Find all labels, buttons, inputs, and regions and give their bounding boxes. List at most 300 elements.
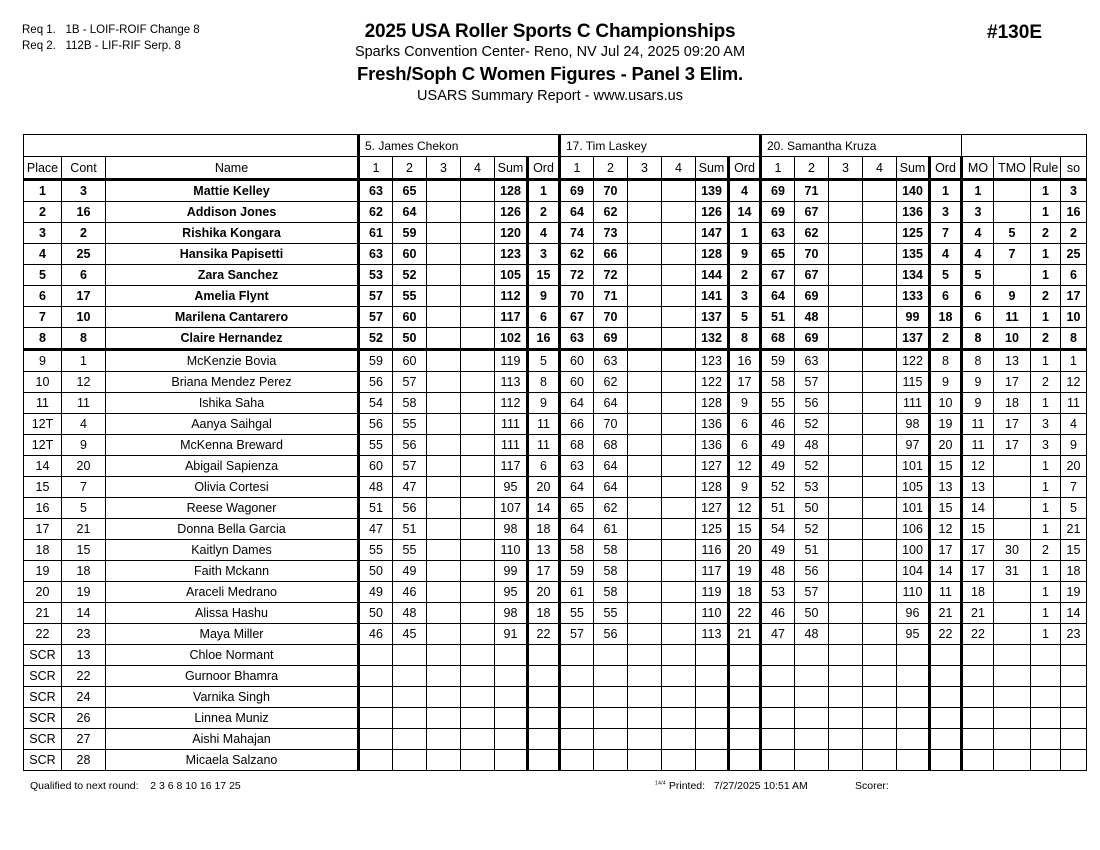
cell-j1-sum: 95	[495, 582, 528, 603]
cell-cont: 26	[62, 708, 106, 729]
cell-so: 7	[1061, 477, 1087, 498]
cell-j1-fig1: 54	[359, 393, 393, 414]
table-row[interactable]	[24, 519, 1087, 540]
cell-j3-fig2: 51	[795, 540, 829, 561]
cell-j3-fig1	[761, 645, 795, 666]
cell-place: SCR	[24, 750, 62, 771]
cell-j1-fig3	[427, 750, 461, 771]
cell-name: Alissa Hashu	[106, 603, 359, 624]
cell-j1-fig3	[427, 540, 461, 561]
cell-rule: 1	[1031, 582, 1061, 603]
cell-j3-fig3	[829, 750, 863, 771]
table-row[interactable]	[24, 498, 1087, 519]
column-header-j2-fig1: 1	[560, 157, 594, 180]
cell-j2-fig2: 70	[594, 307, 628, 328]
cell-j1-ord	[528, 666, 560, 687]
cell-name: Gurnoor Bhamra	[106, 666, 359, 687]
cell-so: 11	[1061, 393, 1087, 414]
cell-j1-ord: 9	[528, 393, 560, 414]
cell-j3-ord: 8	[930, 350, 962, 372]
cell-j3-fig1	[761, 750, 795, 771]
cell-j3-fig3	[829, 456, 863, 477]
cell-j2-ord: 14	[729, 202, 761, 223]
cell-tmo	[994, 729, 1031, 750]
cell-j3-ord: 6	[930, 286, 962, 307]
cell-j3-sum: 140	[897, 180, 930, 202]
cell-j2-fig2: 72	[594, 265, 628, 286]
cell-so: 3	[1061, 180, 1087, 202]
column-header-j2-fig2: 2	[594, 157, 628, 180]
cell-j1-fig4	[461, 519, 495, 540]
cell-cont: 24	[62, 687, 106, 708]
cell-rule	[1031, 729, 1061, 750]
cell-j1-fig3	[427, 477, 461, 498]
cell-j1-ord: 22	[528, 624, 560, 645]
table-row[interactable]	[24, 477, 1087, 498]
cell-rule: 1	[1031, 202, 1061, 223]
table-row[interactable]	[24, 350, 1087, 372]
cell-j3-sum	[897, 645, 930, 666]
cell-j2-fig3	[628, 202, 662, 223]
cell-j3-sum: 101	[897, 498, 930, 519]
venue-datetime-line: Sparks Convention Center- Reno, NV Jul 24, 2025 09:20 AM	[354, 44, 746, 60]
cell-rule: 1	[1031, 265, 1061, 286]
cell-j3-fig3	[829, 393, 863, 414]
cell-j2-fig2: 62	[594, 498, 628, 519]
cell-mo: 22	[962, 624, 994, 645]
requirement-2-label: Req 2.	[22, 40, 56, 52]
scorer-label: Scorer:	[855, 780, 889, 792]
cell-j2-ord: 9	[729, 393, 761, 414]
table-row[interactable]	[24, 180, 1087, 202]
table-row[interactable]	[24, 603, 1087, 624]
cell-j2-fig3	[628, 350, 662, 372]
cell-j2-sum: 116	[696, 540, 729, 561]
cell-j1-ord: 20	[528, 477, 560, 498]
column-header-place: Place	[24, 157, 62, 180]
cell-name: Reese Wagoner	[106, 498, 359, 519]
table-row[interactable]	[24, 708, 1087, 729]
column-header-j1-ord: Ord	[528, 157, 560, 180]
table-row[interactable]	[24, 414, 1087, 435]
cell-name: Chloe Normant	[106, 645, 359, 666]
cell-j1-fig2: 55	[393, 414, 427, 435]
cell-j1-fig4	[461, 729, 495, 750]
cell-j3-sum: 111	[897, 393, 930, 414]
cell-place: 6	[24, 286, 62, 307]
cell-j1-fig3	[427, 603, 461, 624]
event-title: Fresh/Soph C Women Figures - Panel 3 Elim.	[357, 63, 743, 84]
table-row[interactable]	[24, 729, 1087, 750]
cell-name: Addison Jones	[106, 202, 359, 223]
cell-j3-fig2: 70	[795, 244, 829, 265]
cell-name: Olivia Cortesi	[106, 477, 359, 498]
cell-rule: 1	[1031, 350, 1061, 372]
cell-j2-fig4	[662, 244, 696, 265]
cell-j3-fig3	[829, 350, 863, 372]
cell-j3-fig1: 67	[761, 265, 795, 286]
cell-rule: 2	[1031, 328, 1061, 350]
table-row[interactable]	[24, 561, 1087, 582]
cell-j3-sum: 110	[897, 582, 930, 603]
table-row[interactable]	[24, 202, 1087, 223]
cell-j3-fig3	[829, 477, 863, 498]
cell-j3-ord	[930, 729, 962, 750]
printed-info	[655, 780, 808, 792]
table-row[interactable]	[24, 645, 1087, 666]
cell-j1-sum: 112	[495, 286, 528, 307]
cell-mo: 8	[962, 350, 994, 372]
judge-header-row	[24, 135, 1087, 157]
table-row[interactable]	[24, 307, 1087, 328]
cell-j1-ord: 18	[528, 519, 560, 540]
cell-j2-sum	[696, 666, 729, 687]
cell-mo	[962, 750, 994, 771]
cell-j1-ord: 20	[528, 582, 560, 603]
column-header-j3-fig4: 4	[863, 157, 897, 180]
cell-j1-sum: 98	[495, 519, 528, 540]
cell-j1-fig1: 56	[359, 414, 393, 435]
cell-place: 7	[24, 307, 62, 328]
qualified-next-round	[30, 780, 241, 792]
cell-j2-fig2: 64	[594, 477, 628, 498]
table-row[interactable]	[24, 666, 1087, 687]
cell-j2-fig4	[662, 582, 696, 603]
table-row[interactable]	[24, 265, 1087, 286]
cell-j2-fig3	[628, 519, 662, 540]
cell-so: 2	[1061, 223, 1087, 244]
column-header-j2-ord: Ord	[729, 157, 761, 180]
cell-j2-fig3	[628, 393, 662, 414]
cell-j2-sum: 137	[696, 307, 729, 328]
cell-j1-fig2: 50	[393, 328, 427, 350]
cell-j2-ord: 18	[729, 582, 761, 603]
cell-j1-fig3	[427, 202, 461, 223]
cell-j3-ord: 20	[930, 435, 962, 456]
cell-mo: 4	[962, 223, 994, 244]
cell-j1-sum: 110	[495, 540, 528, 561]
cell-j3-fig2: 48	[795, 435, 829, 456]
cell-j2-fig4	[662, 372, 696, 393]
cell-j2-fig4	[662, 540, 696, 561]
cell-j3-ord: 3	[930, 202, 962, 223]
cell-j3-fig3	[829, 645, 863, 666]
cell-j3-fig1: 48	[761, 561, 795, 582]
cell-j3-fig4	[863, 393, 897, 414]
cell-j3-fig1: 69	[761, 180, 795, 202]
cell-j2-ord	[729, 666, 761, 687]
cell-j2-sum	[696, 750, 729, 771]
cell-so: 6	[1061, 265, 1087, 286]
cell-j3-sum: 134	[897, 265, 930, 286]
cell-j3-fig2: 53	[795, 477, 829, 498]
cell-j1-ord: 4	[528, 223, 560, 244]
cell-j1-sum: 98	[495, 603, 528, 624]
cell-mo: 17	[962, 540, 994, 561]
cell-rule: 2	[1031, 286, 1061, 307]
cell-j2-fig1: 64	[560, 519, 594, 540]
cell-cont: 8	[62, 328, 106, 350]
cell-j3-fig1: 69	[761, 202, 795, 223]
cell-place: 17	[24, 519, 62, 540]
table-row[interactable]	[24, 540, 1087, 561]
cell-j3-ord: 4	[930, 244, 962, 265]
table-row[interactable]	[24, 624, 1087, 645]
cell-j2-fig4	[662, 328, 696, 350]
cell-j1-fig1: 63	[359, 244, 393, 265]
cell-j2-fig1	[560, 708, 594, 729]
table-row[interactable]	[24, 372, 1087, 393]
cell-j3-fig3	[829, 244, 863, 265]
cell-j3-fig1: 46	[761, 414, 795, 435]
cell-j2-fig3	[628, 372, 662, 393]
cell-j1-ord: 16	[528, 328, 560, 350]
cell-j1-fig1	[359, 645, 393, 666]
cell-place: 3	[24, 223, 62, 244]
cell-j3-ord: 7	[930, 223, 962, 244]
cell-j3-fig1	[761, 666, 795, 687]
cell-j2-sum: 128	[696, 244, 729, 265]
cell-name: Ishika Saha	[106, 393, 359, 414]
cell-j1-ord	[528, 750, 560, 771]
cell-j3-sum: 135	[897, 244, 930, 265]
cell-j3-sum	[897, 687, 930, 708]
cell-j2-fig4	[662, 498, 696, 519]
cell-j1-ord: 18	[528, 603, 560, 624]
column-header-name: Name	[106, 157, 359, 180]
cell-tmo	[994, 498, 1031, 519]
cell-j2-sum	[696, 645, 729, 666]
cell-j1-fig1: 49	[359, 582, 393, 603]
cell-j2-fig2: 63	[594, 350, 628, 372]
cell-j3-fig4	[863, 561, 897, 582]
cell-j3-ord: 12	[930, 519, 962, 540]
cell-j2-fig3	[628, 687, 662, 708]
column-header-so: so	[1061, 157, 1087, 180]
cell-mo	[962, 687, 994, 708]
printed-revision-code: 14/4	[655, 780, 666, 787]
cell-j3-sum: 137	[897, 328, 930, 350]
cell-j1-fig2: 55	[393, 286, 427, 307]
cell-j2-fig3	[628, 180, 662, 202]
cell-place: 11	[24, 393, 62, 414]
cell-tmo: 17	[994, 435, 1031, 456]
cell-j2-sum: 144	[696, 265, 729, 286]
cell-j3-fig3	[829, 582, 863, 603]
cell-j1-fig3	[427, 286, 461, 307]
cell-j3-fig4	[863, 687, 897, 708]
cell-j3-ord: 15	[930, 498, 962, 519]
column-header-j3-fig3: 3	[829, 157, 863, 180]
cell-rule: 2	[1031, 223, 1061, 244]
cell-j3-fig3	[829, 180, 863, 202]
column-header-j1-fig1: 1	[359, 157, 393, 180]
cell-tmo: 10	[994, 328, 1031, 350]
cell-j1-fig3	[427, 180, 461, 202]
cell-j1-fig4	[461, 540, 495, 561]
cell-so: 17	[1061, 286, 1087, 307]
cell-j3-fig3	[829, 666, 863, 687]
table-row[interactable]	[24, 244, 1087, 265]
cell-place: 18	[24, 540, 62, 561]
cell-j2-fig3	[628, 624, 662, 645]
column-header-j1-fig3: 3	[427, 157, 461, 180]
table-row[interactable]	[24, 286, 1087, 307]
table-row[interactable]	[24, 456, 1087, 477]
cell-j1-sum: 123	[495, 244, 528, 265]
cell-j1-sum: 117	[495, 307, 528, 328]
table-row[interactable]	[24, 435, 1087, 456]
cell-j2-ord: 12	[729, 498, 761, 519]
cell-j3-fig4	[863, 350, 897, 372]
cell-so: 5	[1061, 498, 1087, 519]
table-row[interactable]	[24, 328, 1087, 350]
cell-tmo: 11	[994, 307, 1031, 328]
cell-j3-fig3	[829, 687, 863, 708]
cell-place: 16	[24, 498, 62, 519]
cell-place: 9	[24, 350, 62, 372]
cell-j3-sum: 122	[897, 350, 930, 372]
cell-rule: 1	[1031, 498, 1061, 519]
cell-j2-fig3	[628, 498, 662, 519]
cell-j1-fig1: 52	[359, 328, 393, 350]
cell-j1-ord: 1	[528, 180, 560, 202]
cell-j1-fig1: 55	[359, 435, 393, 456]
cell-j3-fig4	[863, 223, 897, 244]
cell-j1-fig3	[427, 328, 461, 350]
cell-cont: 20	[62, 456, 106, 477]
cell-rule: 1	[1031, 519, 1061, 540]
cell-j3-fig3	[829, 372, 863, 393]
table-row[interactable]	[24, 393, 1087, 414]
cell-place: 19	[24, 561, 62, 582]
cell-j1-sum: 128	[495, 180, 528, 202]
cell-j2-sum: 119	[696, 582, 729, 603]
cell-j2-fig4	[662, 456, 696, 477]
judge-header-3: 20. Samantha Kruza	[761, 135, 962, 157]
cell-name: Maya Miller	[106, 624, 359, 645]
cell-j3-fig2: 50	[795, 498, 829, 519]
table-row[interactable]	[24, 582, 1087, 603]
cell-tmo: 7	[994, 244, 1031, 265]
table-row[interactable]	[24, 687, 1087, 708]
cell-cont: 11	[62, 393, 106, 414]
cell-j1-fig2: 59	[393, 223, 427, 244]
cell-so: 21	[1061, 519, 1087, 540]
cell-j3-fig4	[863, 202, 897, 223]
cell-j2-fig3	[628, 666, 662, 687]
cell-j1-fig1: 50	[359, 603, 393, 624]
cell-mo: 4	[962, 244, 994, 265]
cell-j2-fig3	[628, 561, 662, 582]
cell-j1-fig2	[393, 729, 427, 750]
table-row[interactable]	[24, 223, 1087, 244]
cell-j3-fig4	[863, 750, 897, 771]
cell-j3-sum: 98	[897, 414, 930, 435]
cell-j2-fig3	[628, 265, 662, 286]
cell-j2-fig2: 62	[594, 372, 628, 393]
cell-j2-fig3	[628, 540, 662, 561]
cell-j1-fig2: 60	[393, 307, 427, 328]
cell-j1-sum: 105	[495, 265, 528, 286]
cell-j3-sum: 104	[897, 561, 930, 582]
cell-cont: 12	[62, 372, 106, 393]
cell-j1-fig2: 46	[393, 582, 427, 603]
cell-j2-fig1: 62	[560, 244, 594, 265]
cell-mo: 9	[962, 372, 994, 393]
cell-j1-fig3	[427, 498, 461, 519]
cell-name: Abigail Sapienza	[106, 456, 359, 477]
cell-j1-ord	[528, 687, 560, 708]
cell-mo: 15	[962, 519, 994, 540]
cell-rule: 1	[1031, 393, 1061, 414]
cell-j2-fig3	[628, 286, 662, 307]
cell-j3-fig3	[829, 307, 863, 328]
cell-so: 18	[1061, 561, 1087, 582]
cell-cont: 28	[62, 750, 106, 771]
cell-j1-sum	[495, 666, 528, 687]
cell-tmo: 9	[994, 286, 1031, 307]
cell-cont: 9	[62, 435, 106, 456]
cell-j1-sum	[495, 645, 528, 666]
cell-j1-fig2: 47	[393, 477, 427, 498]
report-subtitle: USARS Summary Report - www.usars.us	[417, 88, 683, 104]
cell-cont: 5	[62, 498, 106, 519]
cell-j3-fig3	[829, 223, 863, 244]
cell-j2-fig3	[628, 223, 662, 244]
judge-row-spacer	[24, 135, 359, 157]
cell-so	[1061, 729, 1087, 750]
cell-j3-fig2: 67	[795, 265, 829, 286]
cell-j3-fig1: 51	[761, 307, 795, 328]
cell-j2-fig3	[628, 708, 662, 729]
cell-j3-ord	[930, 708, 962, 729]
cell-name: McKenzie Bovia	[106, 350, 359, 372]
cell-j2-sum	[696, 708, 729, 729]
cell-j2-fig2: 68	[594, 435, 628, 456]
cell-j3-fig3	[829, 265, 863, 286]
cell-name: Marilena Cantarero	[106, 307, 359, 328]
cell-j2-fig2: 70	[594, 414, 628, 435]
cell-j1-fig2	[393, 666, 427, 687]
cell-j3-fig2: 52	[795, 519, 829, 540]
cell-j1-fig3	[427, 223, 461, 244]
cell-j2-fig2: 62	[594, 202, 628, 223]
cell-j3-ord	[930, 687, 962, 708]
cell-j1-fig3	[427, 561, 461, 582]
cell-tmo	[994, 750, 1031, 771]
column-header-j2-fig3: 3	[628, 157, 662, 180]
cell-j1-fig1: 63	[359, 180, 393, 202]
cell-mo: 6	[962, 307, 994, 328]
cell-name: Aishi Mahajan	[106, 729, 359, 750]
cell-j1-fig3	[427, 708, 461, 729]
cell-j3-ord: 13	[930, 477, 962, 498]
cell-j2-fig2: 70	[594, 180, 628, 202]
cell-j1-fig3	[427, 729, 461, 750]
cell-j3-sum	[897, 729, 930, 750]
requirement-1-label: Req 1.	[22, 24, 56, 36]
cell-j2-fig1	[560, 645, 594, 666]
cell-j1-fig1: 51	[359, 498, 393, 519]
cell-j3-sum	[897, 708, 930, 729]
cell-j1-ord: 11	[528, 414, 560, 435]
cell-j1-fig2: 58	[393, 393, 427, 414]
cell-j1-fig1: 61	[359, 223, 393, 244]
cell-j2-fig4	[662, 414, 696, 435]
table-row[interactable]	[24, 750, 1087, 771]
cell-so: 1	[1061, 350, 1087, 372]
